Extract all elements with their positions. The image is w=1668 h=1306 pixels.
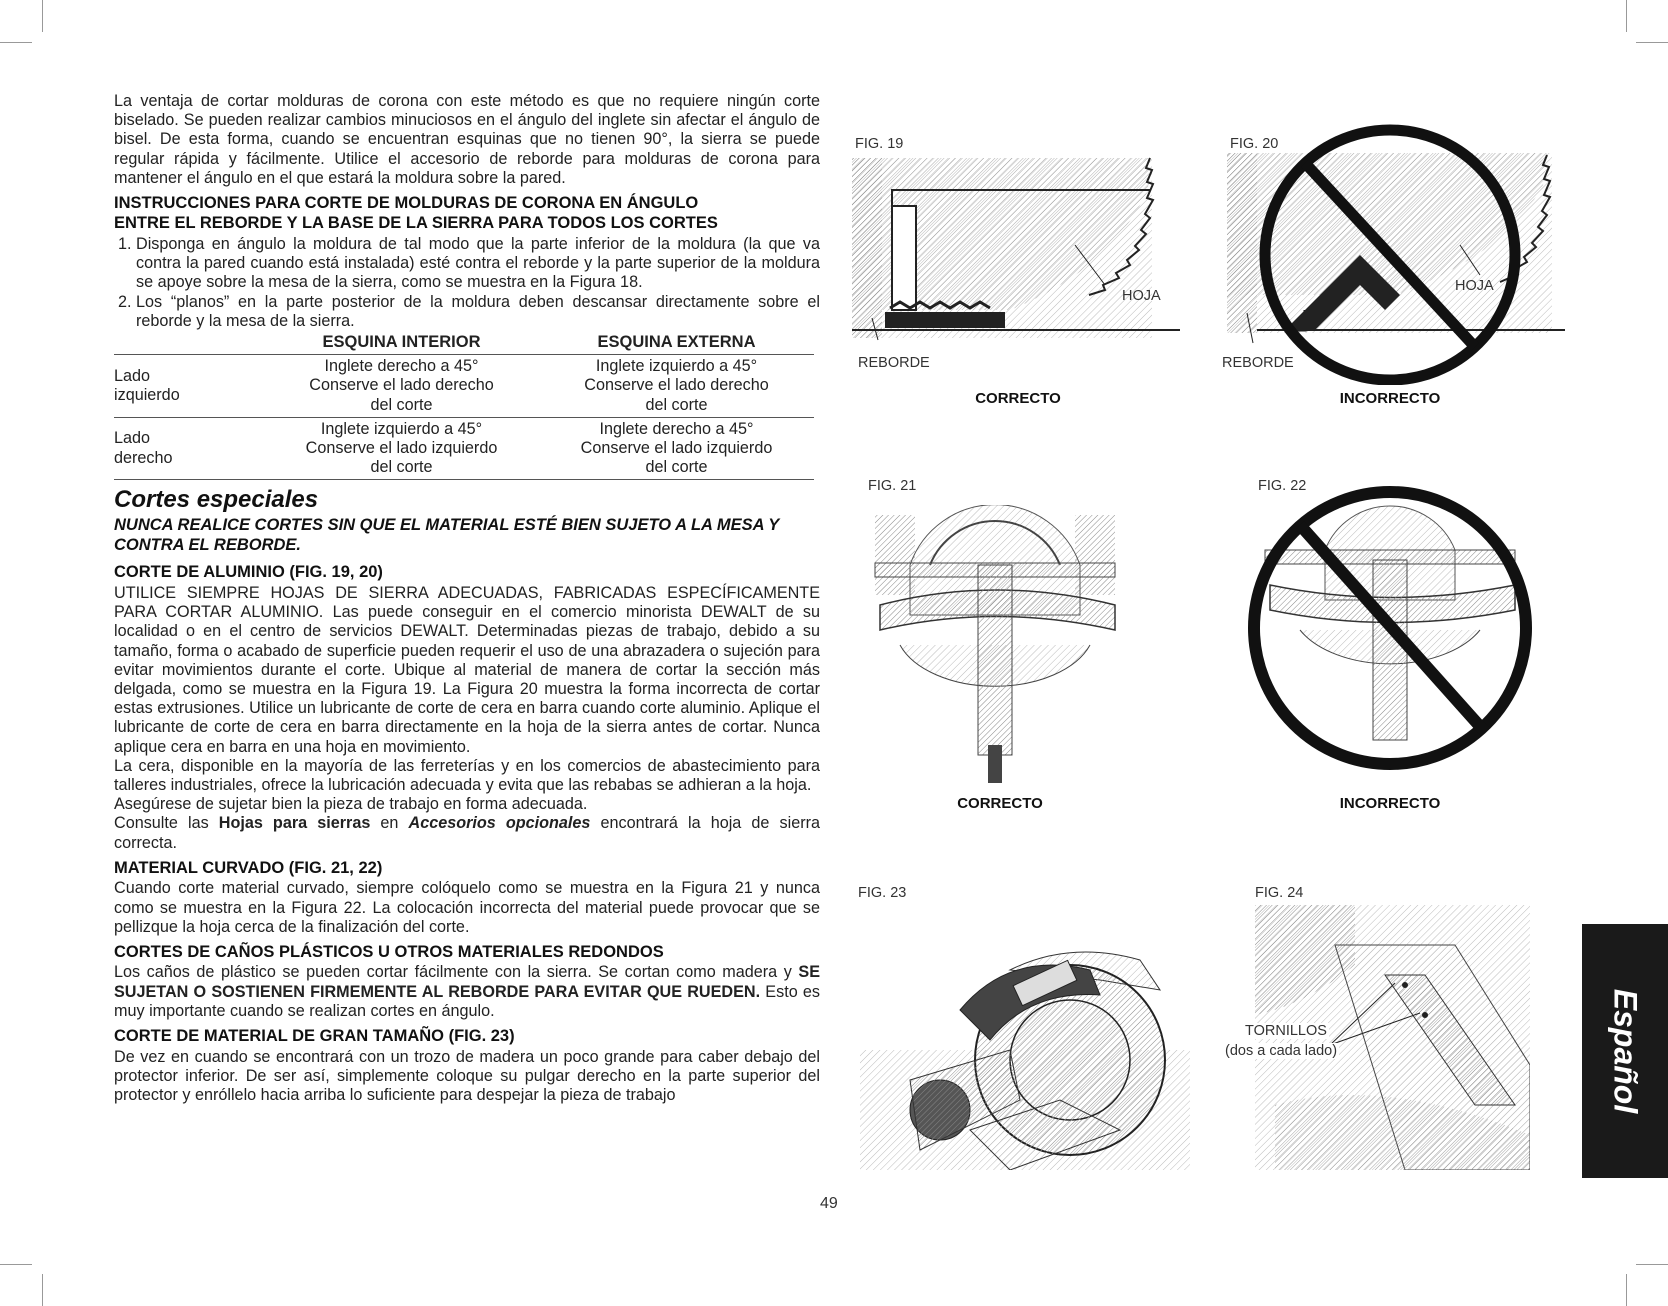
language-tab (1582, 924, 1668, 1178)
table-header-exterior: ESQUINA EXTERNA (539, 333, 814, 355)
table-header-blank (114, 333, 264, 355)
table-row (114, 417, 814, 480)
table-header-interior: ESQUINA INTERIOR (264, 333, 539, 355)
curvado-paragraph: Cuando corte material curvado, siempre colóquelo como se muestra en la Figura 21 y nunca como se muestra en la Figura 22. La colocación incorrecta del material puede provocar que se pellizque la hoja cerca de la finalización del corte. (114, 879, 820, 936)
section-title: Cortes especiales (114, 486, 319, 514)
grande-title: CORTE DE MATERIAL DE GRAN TAMAÑO (FIG. 23) (114, 1027, 515, 1046)
fig23-label: FIG. 23 (858, 885, 907, 901)
fig20-reborde-label: REBORDE (1222, 355, 1294, 371)
table-side-cell: Lado derecho (114, 417, 264, 480)
intro-paragraph: La ventaja de cortar molduras de corona con este método es que no requiere ningún corte biselado. Se pueden realizar cambios minuciosos en el ángulo del inglete sin afectar el ángulo de bisel. De esta forma, cuando se encuentran esquinas que no tienen 90°, la sierra se puede regular rápida y fácilmente. Utilice el accesorio de reborde para molduras de corona para mantener el ángulo en el que estará la moldura sobre la pared. (114, 92, 820, 187)
fig20-hoja-label: HOJA (1455, 278, 1494, 294)
canos-title: CORTES DE CAÑOS PLÁSTICOS U OTROS MATERIALES REDONDOS (114, 942, 664, 961)
aluminio-paragraph: La cera, disponible en la mayoría de las ferreterías y en los comercios de abastecimiento para talleres industriales, ofrece la lubricación adecuada y evita que las rebabas se adhieran a la hoja. (114, 756, 820, 794)
fig20-illustration (1225, 95, 1565, 385)
step-item: 1. Disponga en ángulo la moldura de tal modo que la parte inferior de la moldura (la que va contra la pared cuando está instalada) esté contra el reborde y la parte superior de la moldura se apoye sobre la mesa de la sierra, como se muestra en la Figura 18. (136, 235, 820, 293)
grande-paragraph: De vez en cuando se encontrará con un trozo de madera un poco grande para caber debajo del protector inferior. De ser así, simplemente coloque su pulgar derecho en la parte superior del protector y enróllelo hacia arriba lo suficiente para despejar la pieza de trabajo (114, 1047, 820, 1104)
table-interior-cell: Inglete izquierdo a 45° Conserve el lado izquierdo del corte (264, 417, 539, 480)
crop-mark (1626, 1274, 1627, 1306)
fig21-caption: CORRECTO (957, 795, 1043, 812)
table-row (114, 355, 814, 418)
aluminio-title: CORTE DE ALUMINIO (FIG. 19, 20) (114, 563, 383, 582)
fig21-label: FIG. 21 (868, 478, 917, 494)
instructions-title-line1: INSTRUCCIONES PARA CORTE DE MOLDURAS DE CORONA EN ÁNGULO (114, 194, 699, 213)
crop-mark (42, 0, 43, 32)
language-tab-label: Español (1607, 988, 1644, 1114)
crop-mark (1636, 1264, 1668, 1265)
fig22-illustration (1240, 470, 1540, 780)
fig22-caption: INCORRECTO (1339, 795, 1441, 812)
crop-mark (1626, 0, 1627, 32)
table-exterior-cell: Inglete derecho a 45° Conserve el lado izquierdo del corte (539, 417, 814, 480)
fig20-label: FIG. 20 (1230, 136, 1279, 152)
aluminio-paragraph: Asegúrese de sujetar bien la pieza de trabajo en forma adecuada. (114, 795, 588, 814)
fig19-label: FIG. 19 (855, 136, 904, 152)
fig21-illustration (870, 505, 1130, 785)
crop-mark (0, 1264, 32, 1265)
canos-paragraph: Los caños de plástico se pueden cortar fácilmente con la sierra. Se cortan como madera y SE SUJETAN O SOSTIENEN FIRMEMENTE AL REBORDE PARA EVITAR QUE RUEDEN. Esto es muy importante cuando se realizan cortes en ángulo. (114, 963, 821, 1020)
fig23-illustration (860, 900, 1200, 1170)
page-number: 49 (820, 1195, 838, 1212)
fig24-label: FIG. 24 (1255, 885, 1304, 901)
crop-mark (42, 1274, 43, 1306)
fig24-dos-lados-label: (dos a cada lado) (1225, 1043, 1338, 1059)
table-exterior-cell: Inglete izquierdo a 45° Conserve el lado derecho del corte (539, 355, 814, 418)
fig19-caption: CORRECTO (975, 390, 1061, 407)
step-item: 2. Los “planos” en la parte posterior de la moldura deben descansar directamente sobre el reborde y la mesa de la sierra. (136, 293, 820, 331)
fig19-hoja-label: HOJA (1122, 288, 1161, 304)
aluminio-paragraph: Consulte las Hojas para sierras en Accesorios opcionales encontrará la hoja de sierra correcta. (114, 814, 820, 852)
fig22-label: FIG. 22 (1258, 478, 1307, 494)
text-column (114, 92, 820, 1105)
crop-mark (1636, 42, 1668, 43)
fig24-tornillos-label: TORNILLOS (1245, 1023, 1327, 1039)
warning-text: NUNCA REALICE CORTES SIN QUE EL MATERIAL ESTÉ BIEN SUJETO A LA MESA Y CONTRA EL REBORDE. (114, 516, 779, 554)
table-interior-cell: Inglete derecho a 45° Conserve el lado derecho del corte (264, 355, 539, 418)
fig20-caption: INCORRECTO (1339, 390, 1441, 407)
aluminio-paragraph: UTILICE SIEMPRE HOJAS DE SIERRA ADECUADAS, FABRICADAS ESPECÍFICAMENTE PARA CORTAR ALUMINIO. Las puede conseguir en el comercio minorista DEWALT de su localidad o en el centro de servicios DEWALT. Determinadas piezas de trabajo, debido a su tamaño, forma o acabado de superficie pueden requerir el uso de una abrazadera o sujeción para evitar movimientos durante el corte. Ubique al material de manera de cortar la sección más delgada, como se muestra en la Figura 19. La Figura 20 muestra la forma incorrecta de cortar estas extrusiones. Utilice un lubricante de corte de cera en barra cuando corte aluminio. Aplique el lubricante de corte de cera en barra directamente en la hoja de la sierra antes de cortar. Nunca aplique cera en barra en una hoja en movimiento. (114, 583, 820, 756)
curvado-title: MATERIAL CURVADO (FIG. 21, 22) (114, 858, 383, 877)
corner-table (114, 333, 814, 480)
crop-mark (0, 42, 32, 43)
fig19-reborde-label: REBORDE (858, 355, 930, 371)
steps-list (114, 235, 820, 331)
fig19-illustration (850, 150, 1180, 350)
instructions-title-line2: ENTRE EL REBORDE Y LA BASE DE LA SIERRA PARA TODOS LOS CORTES (114, 213, 718, 232)
table-side-cell: Lado izquierdo (114, 355, 264, 418)
